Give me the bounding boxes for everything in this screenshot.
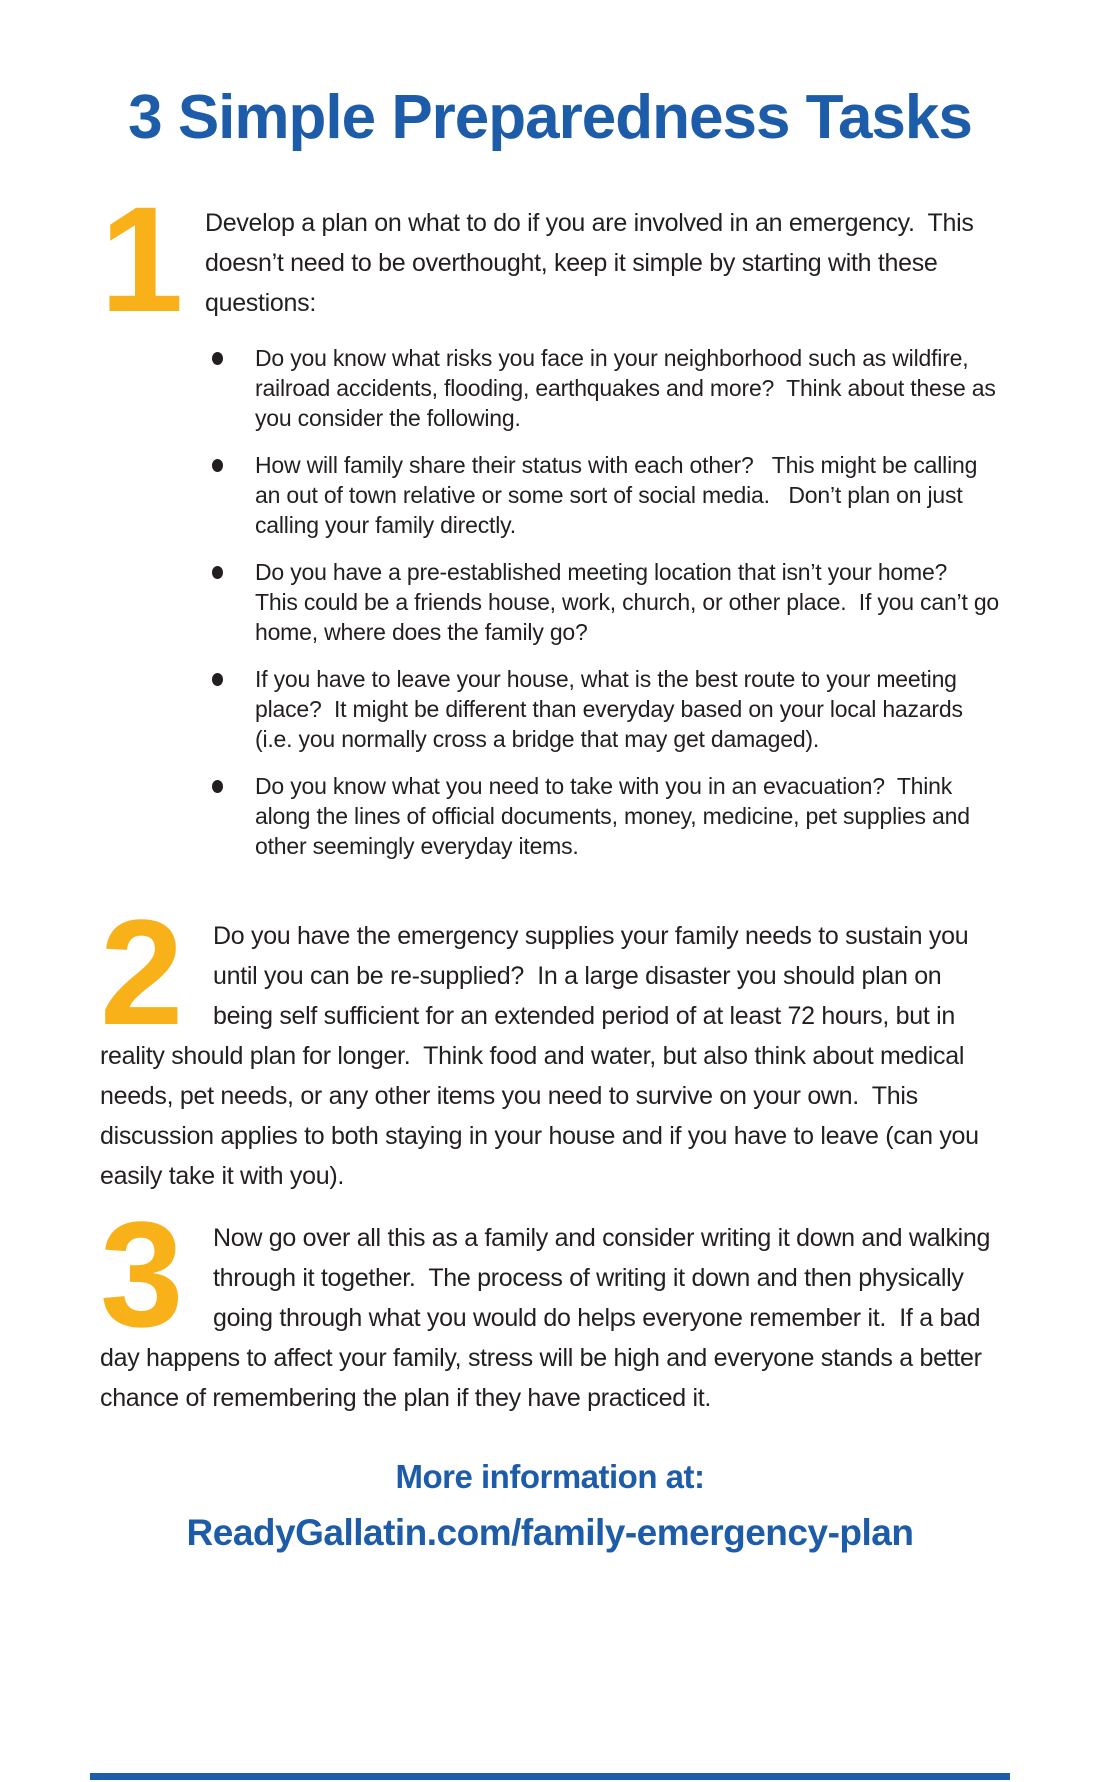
footer-more-info-label: More information at: — [395, 1458, 705, 1496]
list-item-text: How will family share their status with each other? This might be calling an out of town relative or some sort of social media. Don’t plan on just calling your family directly. — [255, 452, 984, 539]
section-1-numeral: 1 — [100, 175, 184, 344]
section-1-intro-text: Develop a plan on what to do if you are involved in an emergency. This doesn’t need to be overthought, keep it simple by starting with these questions: — [205, 209, 981, 318]
list-item-text: Do you know what you need to take with you in an evacuation? Think along the lines of official documents, money, medicine, pet supplies and other seemingly everyday items. — [255, 773, 976, 860]
section-task-2 — [100, 888, 1000, 1196]
list-item-text: If you have to leave your house, what is the best route to your meeting place? It might be different than everyday based on your local hazards (i.e. you normally cross a bridge that may get damaged). — [255, 666, 969, 753]
page-title: 3 Simple Preparedness Tasks — [128, 83, 972, 152]
bullet-icon — [212, 459, 223, 472]
section-number-badge — [100, 888, 213, 1057]
footer-url-link[interactable]: ReadyGallatin.com/family-emergency-plan — [186, 1512, 914, 1554]
list-item — [212, 557, 1006, 647]
bullet-icon — [212, 673, 223, 686]
section-task-1 — [100, 175, 1006, 861]
bullet-icon — [212, 780, 223, 793]
planning-questions-list — [212, 343, 1006, 861]
list-item — [212, 450, 1000, 540]
bottom-edge-bar — [90, 1773, 1010, 1780]
section-3-text: Now go over all this as a family and consider writing it down and walking through it together. The process of writing it down and then physically going through what you would do helps everyone remember it. If a bad day happens to affect your family, stress will be high and everyone stands a better chance of remembering the plan if they have practiced it. — [100, 1224, 997, 1413]
footer — [100, 1458, 1000, 1554]
bullet-icon — [212, 566, 223, 579]
list-item — [212, 664, 1000, 754]
bullet-icon — [212, 352, 223, 365]
section-number-badge — [100, 1190, 213, 1359]
flyer-page — [0, 82, 1100, 1554]
section-task-3 — [100, 1190, 1000, 1418]
section-2-text: Do you have the emergency supplies your family needs to sustain you until you can be re-supplied? In a large disaster you should plan on being self sufficient for an extended period of at least 72 hours, but in reality should plan for longer. Think food and water, but also think about medical needs, pet needs, or any other items you need to survive on your own. This discussion applies to both staying in your house and if you have to leave (can you easily take it with you). — [100, 922, 986, 1191]
list-item-text: Do you have a pre-established meeting location that isn’t your home? This could be a friends house, work, church, or other place. If you can’t go home, where does the family go? — [255, 559, 1006, 646]
section-number-badge — [100, 175, 205, 344]
section-3-numeral: 3 — [100, 1190, 184, 1359]
list-item — [212, 343, 1000, 433]
list-item — [212, 771, 1000, 861]
section-2-numeral: 2 — [100, 888, 184, 1057]
list-item-text: Do you know what risks you face in your neighborhood such as wildfire, railroad accidents, flooding, earthquakes and more? Think about these as you consider the following. — [255, 345, 1002, 432]
